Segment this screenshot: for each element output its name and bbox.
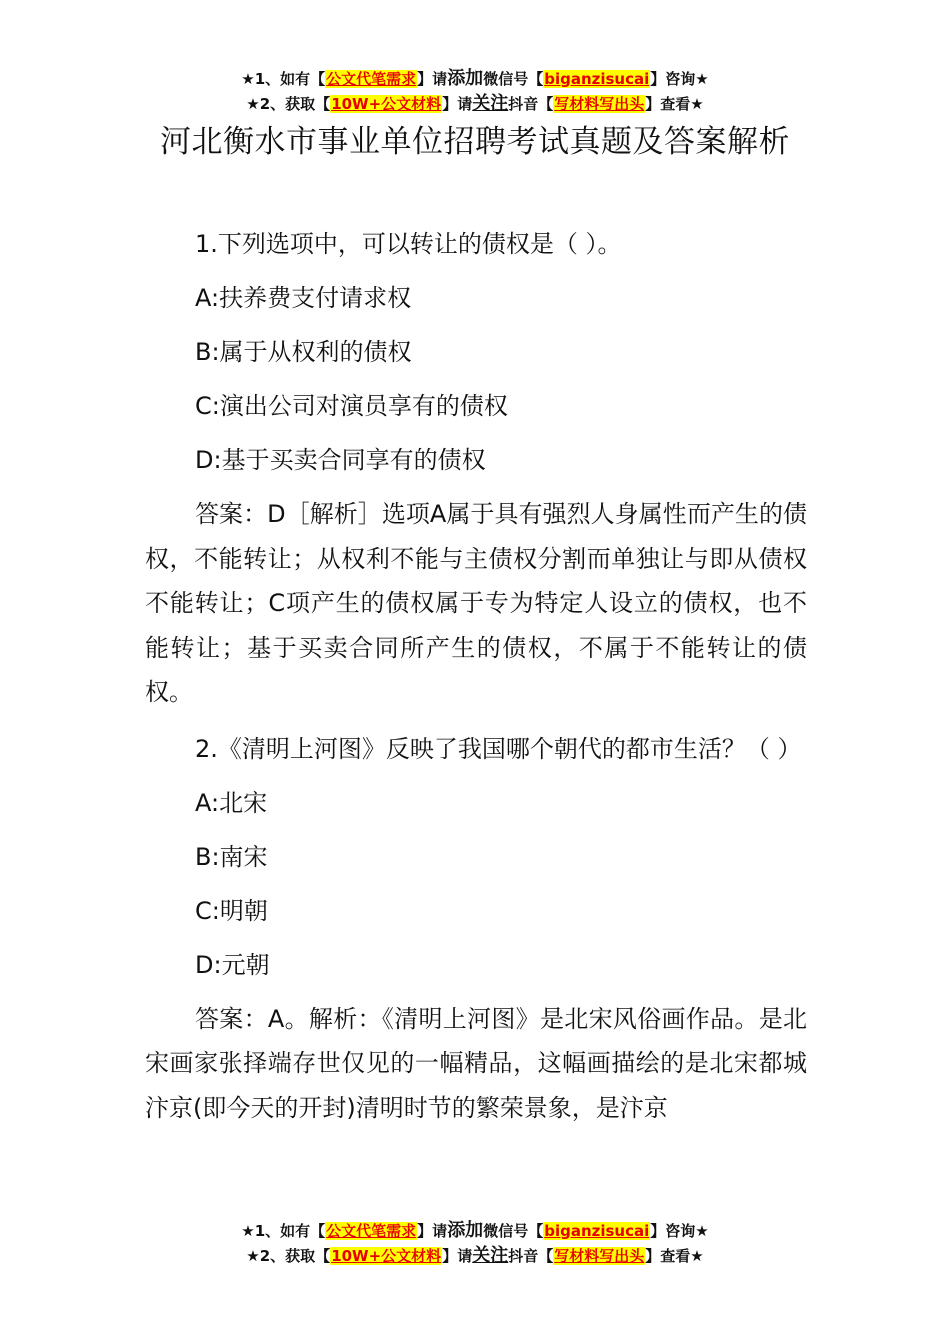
banner-line-1 — [0, 66, 950, 91]
highlight-materials: 10W+公文材料 — [331, 95, 442, 113]
highlight-wechat-id: biganzisucai — [544, 1222, 650, 1240]
banner-text: 微信号【 — [483, 70, 544, 88]
banner-text-add: 添加 — [447, 1220, 484, 1241]
highlight-wechat-id: biganzisucai — [544, 70, 650, 88]
highlight-service: 公文代笔需求 — [326, 1222, 417, 1240]
banner-text: 】咨询★ — [650, 1222, 709, 1240]
option-2b: B:南宋 — [195, 842, 268, 871]
option-2c: C:明朝 — [195, 896, 268, 925]
question-1: 1.下列选项中，可以转让的债权是（ ）。 — [195, 230, 622, 258]
option-1d: D:基于买卖合同享有的债权 — [195, 446, 486, 474]
banner-text: ★1、如有【 — [241, 70, 326, 88]
banner-text: 】请 — [442, 1247, 473, 1265]
banner-text: ★2、获取【 — [246, 95, 331, 113]
banner-text: 】请 — [442, 95, 473, 113]
banner-text: 】咨询★ — [650, 70, 709, 88]
highlight-service: 公文代笔需求 — [326, 70, 417, 88]
banner-line-2 — [0, 91, 950, 116]
highlight-douyin-account: 写材料写出头 — [554, 95, 645, 113]
banner-text: 】查看★ — [645, 95, 704, 113]
banner-text: 】请 — [417, 1222, 448, 1240]
banner-text: 】请 — [417, 70, 448, 88]
option-1a: A:扶养费支付请求权 — [195, 284, 412, 312]
highlight-materials: 10W+公文材料 — [331, 1247, 442, 1265]
option-2d: D:元朝 — [195, 950, 270, 979]
header-banner — [0, 66, 950, 116]
banner-text: 抖音【 — [508, 95, 554, 113]
banner-text: ★1、如有【 — [241, 1222, 326, 1240]
banner-text-follow: 关注 — [472, 93, 509, 114]
option-2a: A:北宋 — [195, 788, 268, 817]
banner-text: ★2、获取【 — [246, 1247, 331, 1265]
document-title: 河北衡水市事业单位招聘考试真题及答案解析 — [160, 124, 790, 160]
banner-line-2 — [0, 1243, 950, 1268]
answer-2: 答案：A。解析：《清明上河图》是北宋风俗画作品。是北宋画家张择端存世仅见的一幅精品，这幅画描绘的是北宋都城汴京(即今天的开封)清明时节的繁荣景象，是汴京 — [145, 1004, 807, 1122]
banner-text: 微信号【 — [483, 1222, 544, 1240]
banner-text-follow: 关注 — [472, 1245, 509, 1266]
banner-text-add: 添加 — [447, 68, 484, 89]
answer-1: 答案：D［解析］选项A属于具有强烈人身属性而产生的债权，不能转让；从权利不能与主债权分割而单独让与即从债权不能转让；C项产生的债权属于专为特定人设立的债权，也不能转让；基于买卖合同所产生的债权，不属于不能转让的债权。 — [145, 500, 807, 706]
banner-text: 抖音【 — [508, 1247, 554, 1265]
highlight-douyin-account: 写材料写出头 — [554, 1247, 645, 1265]
document-body — [145, 222, 807, 1142]
option-1c: C:演出公司对演员享有的债权 — [195, 392, 508, 420]
question-2: 2.《清明上河图》反映了我国哪个朝代的都市生活？（ ） — [195, 734, 802, 763]
option-1b: B:属于从权利的债权 — [195, 338, 412, 366]
banner-text: 】查看★ — [645, 1247, 704, 1265]
footer-banner — [0, 1218, 950, 1268]
banner-line-1 — [0, 1218, 950, 1243]
